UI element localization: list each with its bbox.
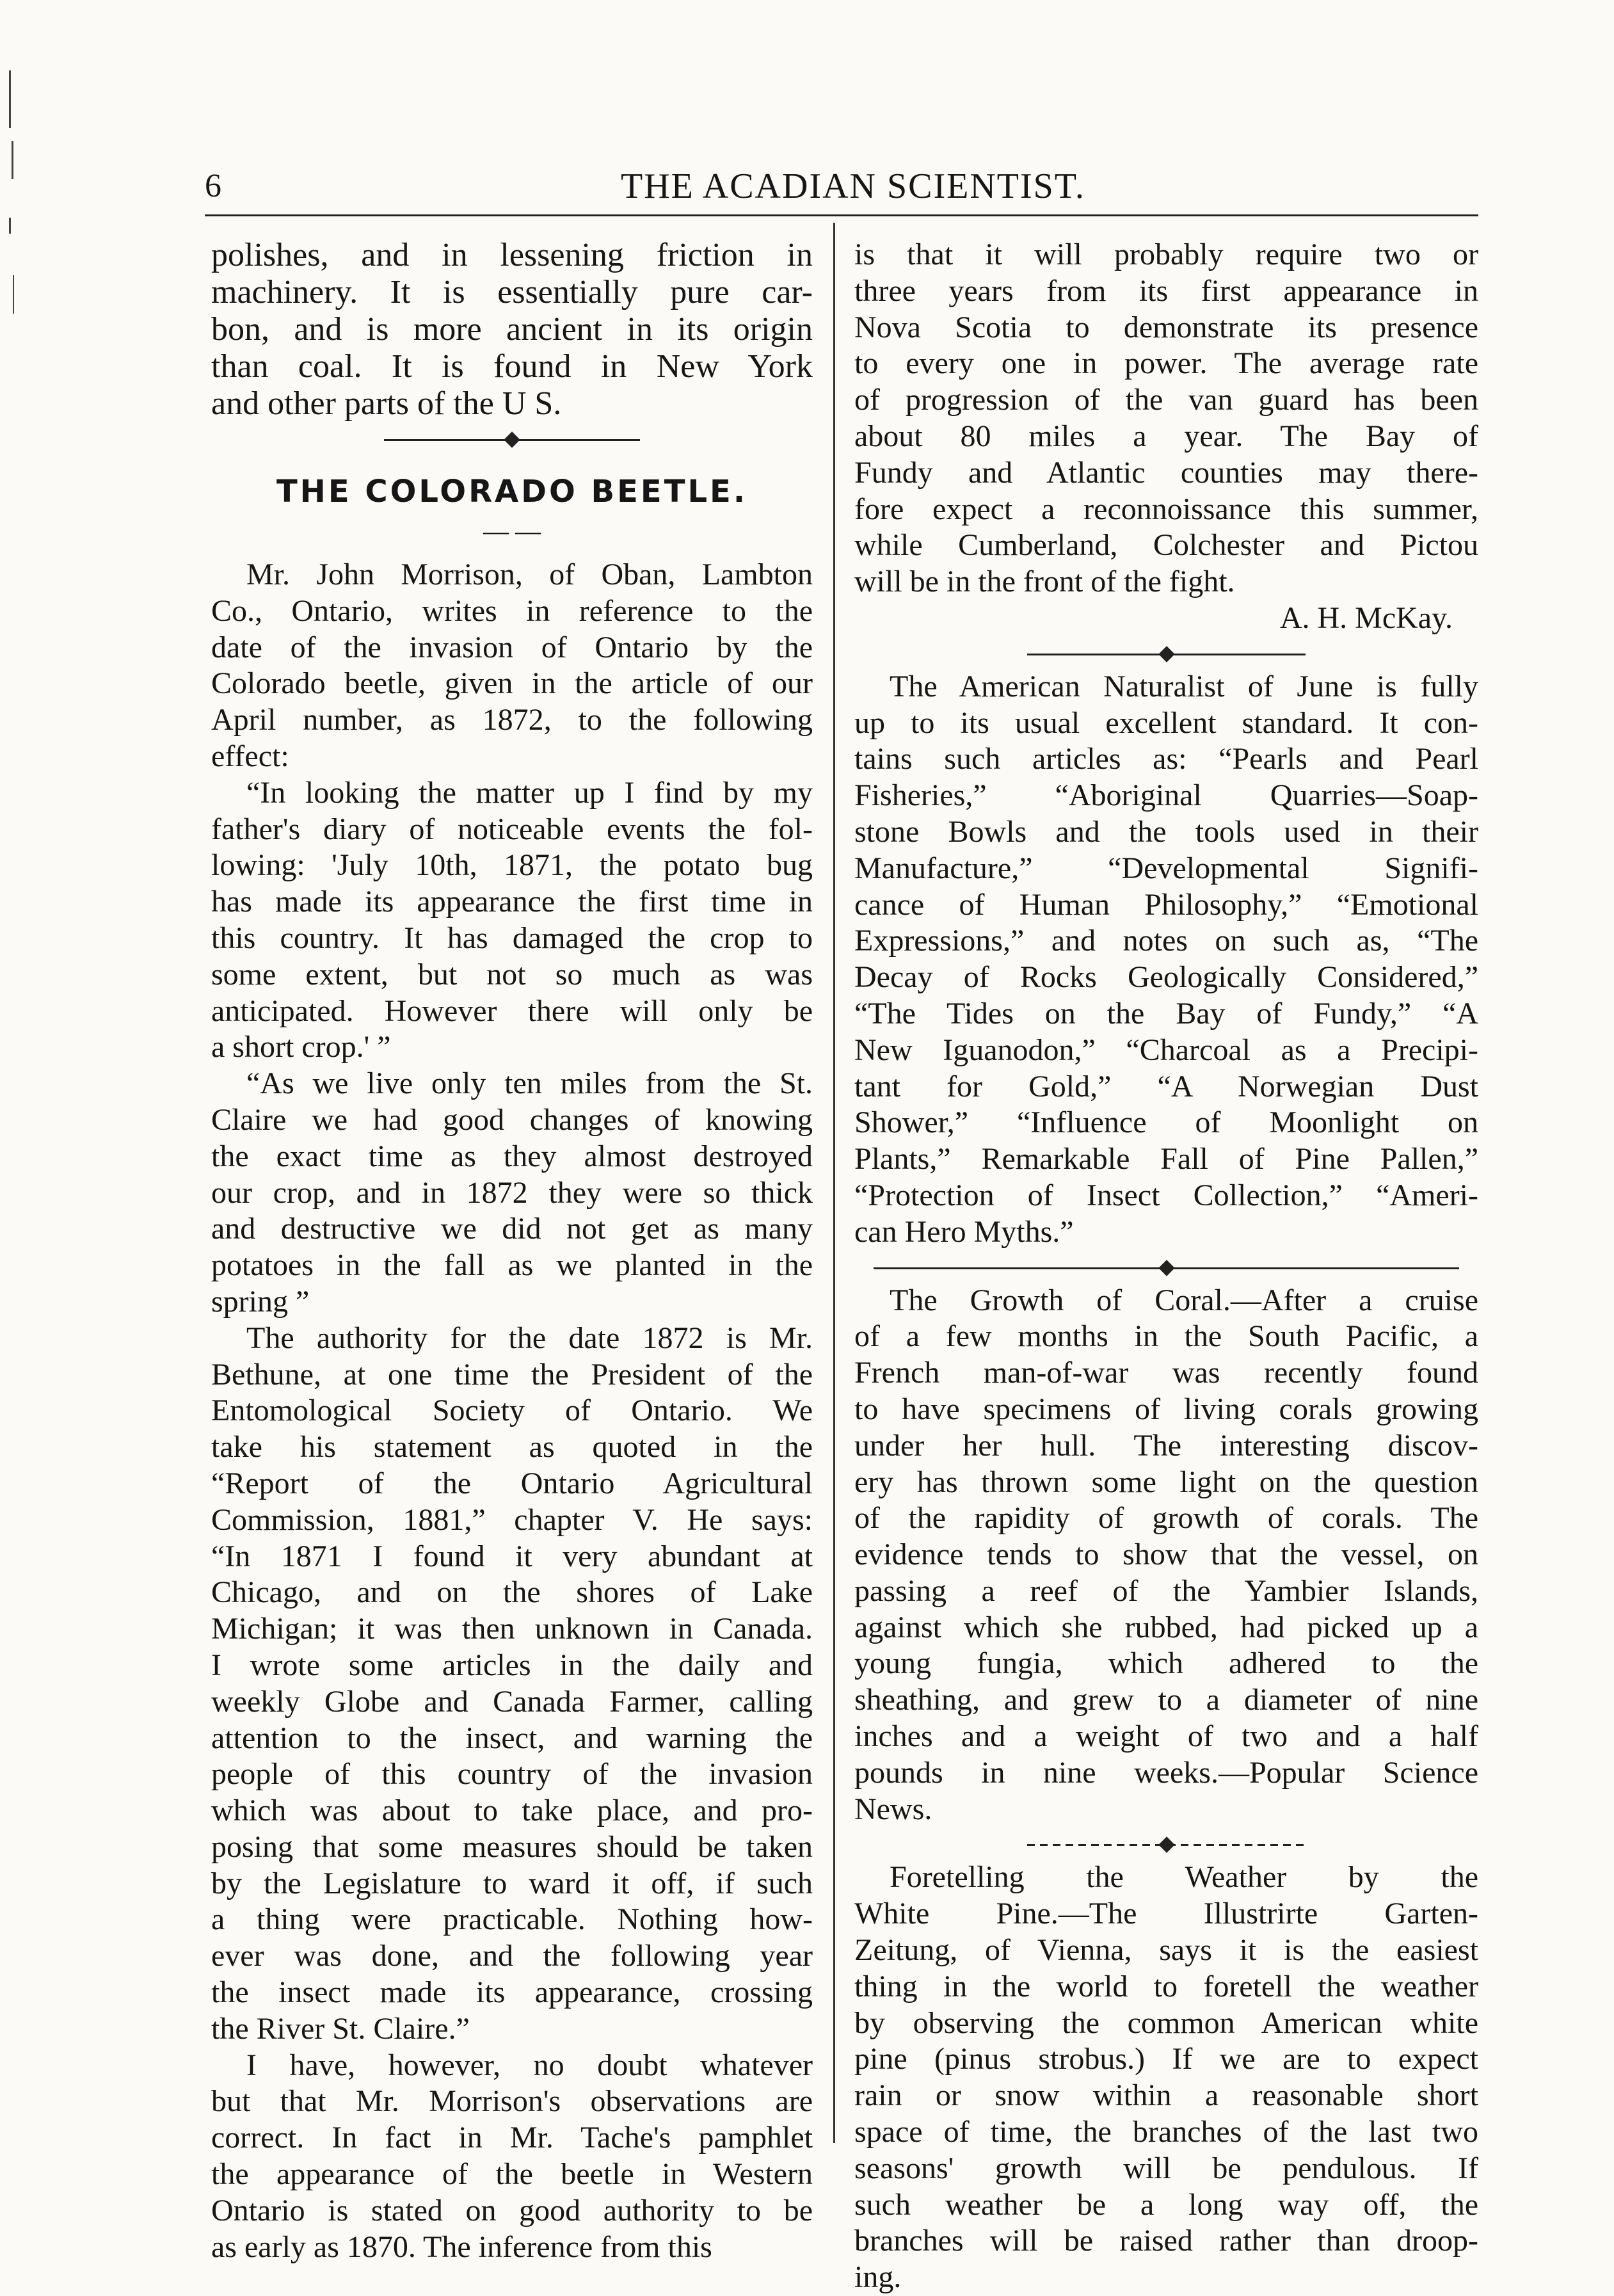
lead-paragraph [211,237,813,422]
text-line: Nova Scotia to demonstrate its presence [854,310,1478,344]
text-line: Zeitung, of Vienna, says it is the easiest [854,1933,1478,1968]
text-line: pounds in nine weeks.—Popular Science [854,1755,1478,1790]
text-line: polishes, and in lessening friction in [211,237,813,273]
text-line: Michigan; it was then unknown in Canada. [211,1612,813,1646]
pine-article [854,1859,1478,2296]
text-line: Commission, 1881,” chapter V. He says: [211,1502,813,1537]
text-line: and destructive we did not get as many [211,1212,813,1246]
text-line: Entomological Society of Ontario. We [211,1393,813,1428]
text-line: is that it will probably require two or [854,237,1478,271]
text-line: “In 1871 I found it very abundant at [211,1539,813,1573]
text-line: Fisheries,” “Aboriginal Quarries—Soap- [854,778,1478,813]
text-line: White Pine.—The Illustrirte Garten- [854,1897,1478,1931]
text-line: date of the invasion of Ontario by the [211,630,813,664]
page-number: 6 [205,168,221,204]
section-separator [854,1251,1478,1283]
text-line: of progression of the van guard has been [854,383,1478,417]
text-line: “Report of the Ontario Agricultural [211,1466,813,1500]
text-line: spring ” [211,1284,310,1319]
text-line: “In looking the matter up I find by my [246,775,813,810]
text-line: Shower,” “Influence of Moonlight on [854,1105,1478,1140]
text-line: Claire we had good changes of knowing [211,1102,813,1137]
text-line: evidence tends to show that the vessel, on [854,1537,1478,1572]
text-line: thing in the world to foretell the weather [854,1969,1478,2003]
text-line: French man-of-war was recently found [854,1356,1478,1390]
right-column [854,237,1478,2296]
text-line: sheathing, and grew to a diameter of nine [854,1683,1478,1717]
text-line: Colorado beetle, given in the article of our [211,666,813,701]
signature: A. H. McKay. [1279,600,1453,635]
coral-article [854,1283,1478,1828]
text-line: but that Mr. Morrison's observations are [211,2084,813,2119]
text-line: The authority for the date 1872 is Mr. [246,1321,813,1355]
text-line: correct. In fact in Mr. Tache's pamphlet [211,2121,813,2155]
section-separator [854,637,1478,669]
text-line: can Hero Myths.” [854,1214,1074,1249]
text-line: such weather be a long way off, the [854,2187,1478,2222]
text-line: Decay of Rocks Geologically Considered,” [854,960,1478,995]
header-rule [205,214,1478,216]
text-line: some extent, but not so much as was [211,957,813,991]
text-line: a short crop.' ” [211,1030,391,1064]
text-line: tant for Gold,” “A Norwegian Dust [854,1069,1478,1104]
text-line: of the rapidity of growth of corals. The [854,1501,1478,1536]
text-line: this country. It has damaged the crop to [211,920,813,955]
text-line: about 80 miles a year. The Bay of [854,419,1478,453]
article-body [211,557,813,2265]
text-line: effect: [211,739,289,773]
text-line: “Protection of Insect Collection,” “Ameri- [854,1178,1478,1212]
text-line: the exact time as they almost destroyed [211,1139,813,1173]
continuation-paragraph [854,237,1478,600]
text-line: ever was done, and the following year [211,1939,813,1973]
section-separator [211,422,813,454]
text-line: has made its appearance the first time in [211,885,813,919]
text-line: New Iguanodon,” “Charcoal as a Precipi- [854,1032,1478,1067]
text-line: will be in the front of the fight. [854,565,1235,599]
text-line: passing a reef of the Yambier Islands, [854,1573,1478,1608]
text-line: the River St. Claire.” [211,2011,470,2046]
text-line: branches will be raised rather than droop- [854,2224,1478,2258]
text-line: than coal. It is found in New York [211,348,813,385]
text-line: Co., Ontario, writes in reference to the [211,593,813,628]
text-line: of a few months in the South Pacific, a [854,1319,1478,1354]
text-line: tains such articles as: “Pearls and Pearl [854,742,1478,776]
text-line: bon, and is more ancient in its origin [211,311,813,348]
text-line: under her hull. The interesting discov- [854,1428,1478,1463]
text-line: the appearance of the beetle in Western [211,2157,813,2192]
text-line: The American Naturalist of June is fully [890,669,1478,703]
text-line: three years from its first appearance in [854,273,1478,308]
text-line: Expressions,” and notes on such as, “The [854,924,1478,958]
text-line: people of this country of the invasion [211,1757,813,1792]
text-line: while Cumberland, Colchester and Pictou [854,528,1478,563]
text-line: take his statement as quoted in the [211,1430,813,1465]
text-line: ing. [854,2260,902,2295]
text-line: by the Legislature to ward it off, if such [211,1866,813,1900]
text-line: potatoes in the fall as we planted in the [211,1248,813,1283]
page-header [192,163,1478,214]
text-line: lowing: 'July 10th, 1871, the potato bug [211,848,813,883]
margin-marks [9,70,18,326]
text-line: cance of Human Philosophy,” “Emotional [854,887,1478,922]
text-line: stone Bowls and the tools used in their [854,814,1478,849]
text-line: April number, as 1872, to the following [211,703,813,737]
text-line: anticipated. However there will only be [211,993,813,1028]
article-title: THE COLORADO BEETLE. [276,474,748,510]
text-line: a thing were practicable. Nothing how- [211,1902,813,1937]
text-line: weekly Globe and Canada Farmer, calling [211,1684,813,1719]
text-line: rain or snow within a reasonable short [854,2078,1478,2113]
text-line: attention to the insect, and warning the [211,1721,813,1755]
text-line: seasons' growth will be pendulous. If [854,2151,1478,2185]
running-head: THE ACADIAN SCIENTIST. [621,166,1085,206]
text-line: I have, however, no doubt whatever [246,2048,813,2082]
text-line: to have specimens of living corals growing [854,1392,1478,1426]
text-line: and other parts of the U S. [211,385,562,422]
text-line: Chicago, and on the shores of Lake [211,1575,813,1610]
text-line: Mr. John Morrison, of Oban, Lambton [246,558,813,591]
text-line: I wrote some articles in the daily and [211,1648,813,1682]
text-line: inches and a weight of two and a half [854,1719,1478,1754]
section-separator [854,1827,1478,1859]
text-line: Ontario is stated on good authority to be [211,2193,813,2228]
text-line: our crop, and in 1872 they were so thick [211,1175,813,1210]
text-line: pine (pinus strobus.) If we are to expect [854,2042,1478,2076]
text-line: “As we live only ten miles from the St. [246,1066,813,1101]
text-line: News. [854,1792,932,1826]
text-line: ery has thrown some light on the question [854,1465,1478,1499]
column-divider [833,223,835,2143]
text-line: Fundy and Atlantic counties may there- [854,455,1478,490]
text-line: Manufacture,” “Developmental Signifi- [854,851,1478,885]
text-line: Bethune, at one time the President of the [211,1357,813,1392]
text-line: fore expect a reconnoissance this summer, [854,492,1478,526]
text-line: by observing the common American white [854,2005,1478,2040]
text-line: which was about to take place, and pro- [211,1794,813,1828]
text-line: machinery. It is essentially pure car- [211,274,813,310]
text-line: posing that some measures should be taken [211,1829,813,1864]
text-line: as early as 1870. The inference from this [211,2229,712,2264]
text-line: against which she rubbed, had picked up a [854,1610,1478,1644]
naturalist-notice [854,669,1478,1251]
text-line: “The Tides on the Bay of Fundy,” “A [854,996,1478,1031]
left-column [211,237,813,2265]
text-line: The Growth of Coral.—After a cruise [890,1283,1478,1317]
text-line: up to its usual excellent standard. It con- [854,705,1478,740]
text-line: father's diary of noticeable events the fol- [211,812,813,846]
text-line: young fungia, which adhered to the [854,1646,1478,1681]
text-line: space of time, the branches of the last two [854,2115,1478,2149]
text-line: Foretelling the Weather by the [890,1860,1478,1895]
text-line: to every one in power. The average rate [854,346,1478,381]
text-line: the insect made its appearance, crossing [211,1975,813,2010]
text-line: Plants,” Remarkable Fall of Pine Pallen,” [854,1142,1478,1176]
title-dash: — — [483,517,541,545]
